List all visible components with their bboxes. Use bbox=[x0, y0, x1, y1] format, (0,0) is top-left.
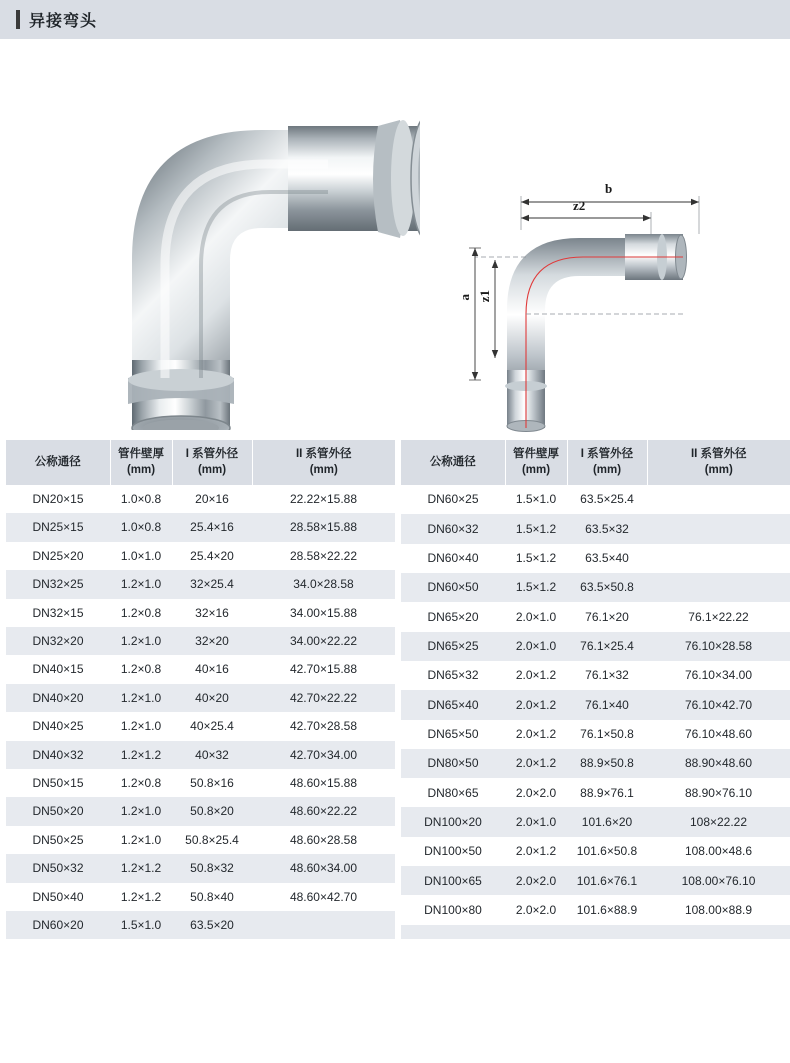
table-cell: 76.10×48.60 bbox=[647, 720, 790, 749]
table-cell: 76.1×20 bbox=[567, 602, 647, 631]
table-cell: 63.5×25.4 bbox=[567, 485, 647, 514]
table-cell: 25.4×16 bbox=[172, 513, 252, 541]
table-cell bbox=[647, 485, 790, 514]
table-row bbox=[6, 513, 395, 541]
table-cell: 28.58×15.88 bbox=[252, 513, 395, 541]
table-cell: 42.70×22.22 bbox=[252, 684, 395, 712]
table-cell: 88.9×50.8 bbox=[567, 749, 647, 778]
table-cell: DN32×15 bbox=[6, 599, 110, 627]
table-cell: 32×16 bbox=[172, 599, 252, 627]
table-row bbox=[401, 544, 790, 573]
column-header-wall-thickness: 管件壁厚 (mm) bbox=[505, 440, 567, 485]
table-cell: 34.00×22.22 bbox=[252, 627, 395, 655]
table-row bbox=[401, 778, 790, 807]
table-row bbox=[6, 797, 395, 825]
table-cell: 2.0×1.2 bbox=[505, 690, 567, 719]
table-row bbox=[401, 749, 790, 778]
page-title: 异接弯头 bbox=[29, 13, 98, 30]
stainless-steel-reducing-elbow-photo bbox=[70, 60, 420, 430]
table-cell: 63.5×50.8 bbox=[567, 573, 647, 602]
table-cell: 28.58×22.22 bbox=[252, 542, 395, 570]
table-cell: 76.1×50.8 bbox=[567, 720, 647, 749]
table-cell: 34.00×15.88 bbox=[252, 599, 395, 627]
table-cell: DN65×40 bbox=[401, 690, 505, 719]
table-cell: 2.0×1.0 bbox=[505, 602, 567, 631]
table-row bbox=[6, 542, 395, 570]
column-header-nominal-diameter: 公称通径 bbox=[6, 440, 110, 485]
table-row bbox=[401, 925, 790, 940]
page-header bbox=[0, 0, 790, 40]
table-cell: DN40×25 bbox=[6, 712, 110, 740]
column-header-series-2-od: II 系管外径 (mm) bbox=[647, 440, 790, 485]
table-cell: DN20×15 bbox=[6, 485, 110, 513]
table-row bbox=[6, 684, 395, 712]
table-row bbox=[6, 485, 395, 513]
table-cell: 1.2×1.0 bbox=[110, 627, 172, 655]
table-cell: 42.70×28.58 bbox=[252, 712, 395, 740]
table-cell: 50.8×25.4 bbox=[172, 826, 252, 854]
table-cell: 88.90×76.10 bbox=[647, 778, 790, 807]
table-cell: DN65×20 bbox=[401, 602, 505, 631]
table-cell: 108.00×48.6 bbox=[647, 837, 790, 866]
table-cell: 76.10×28.58 bbox=[647, 632, 790, 661]
table-cell: 1.2×1.2 bbox=[110, 854, 172, 882]
dimension-label-z1: z1 bbox=[477, 290, 492, 303]
table-cell: 101.6×88.9 bbox=[567, 895, 647, 924]
table-cell: 2.0×2.0 bbox=[505, 895, 567, 924]
table-cell: 76.1×25.4 bbox=[567, 632, 647, 661]
table-cell: 1.2×1.0 bbox=[110, 712, 172, 740]
table-cell: DN50×25 bbox=[6, 826, 110, 854]
table-cell: 1.5×1.0 bbox=[110, 911, 172, 939]
table-cell: 1.2×1.0 bbox=[110, 684, 172, 712]
table-cell: DN65×25 bbox=[401, 632, 505, 661]
table-cell: 1.0×0.8 bbox=[110, 485, 172, 513]
table-cell: 48.60×42.70 bbox=[252, 883, 395, 911]
table-cell: 101.6×20 bbox=[567, 807, 647, 836]
table-cell: 1.2×1.2 bbox=[110, 883, 172, 911]
table-row bbox=[401, 837, 790, 866]
table-cell: 76.1×32 bbox=[567, 661, 647, 690]
table-cell: 1.5×1.2 bbox=[505, 544, 567, 573]
table-cell: DN32×20 bbox=[6, 627, 110, 655]
table-cell: 40×20 bbox=[172, 684, 252, 712]
table-cell: 2.0×1.0 bbox=[505, 807, 567, 836]
table-cell: DN60×25 bbox=[401, 485, 505, 514]
table-header-row bbox=[6, 440, 395, 485]
dimension-label-z2: z2 bbox=[573, 198, 586, 213]
table-cell: DN32×25 bbox=[6, 570, 110, 598]
table-row bbox=[401, 485, 790, 514]
table-cell: DN65×32 bbox=[401, 661, 505, 690]
table-cell: DN100×50 bbox=[401, 837, 505, 866]
table-row bbox=[401, 895, 790, 924]
table-cell: 2.0×1.2 bbox=[505, 749, 567, 778]
table-cell: 1.0×1.0 bbox=[110, 542, 172, 570]
table-row bbox=[6, 570, 395, 598]
table-cell bbox=[647, 514, 790, 543]
table-cell: 34.0×28.58 bbox=[252, 570, 395, 598]
table-cell: DN60×20 bbox=[6, 911, 110, 939]
table-row bbox=[6, 769, 395, 797]
table-cell: 22.22×15.88 bbox=[252, 485, 395, 513]
table-row bbox=[401, 866, 790, 895]
table-cell: 50.8×40 bbox=[172, 883, 252, 911]
table-cell: 20×16 bbox=[172, 485, 252, 513]
table-header-row bbox=[401, 440, 790, 485]
table-cell: 63.5×40 bbox=[567, 544, 647, 573]
table-row bbox=[6, 883, 395, 911]
column-header-wall-thickness: 管件壁厚 (mm) bbox=[110, 440, 172, 485]
table-cell: 1.0×0.8 bbox=[110, 513, 172, 541]
table-cell: 76.1×40 bbox=[567, 690, 647, 719]
table-cell: 88.9×76.1 bbox=[567, 778, 647, 807]
table-cell: 101.6×76.1 bbox=[567, 866, 647, 895]
table-cell: 48.60×34.00 bbox=[252, 854, 395, 882]
table-cell bbox=[647, 544, 790, 573]
table-cell bbox=[505, 925, 567, 940]
table-cell: DN50×40 bbox=[6, 883, 110, 911]
table-row bbox=[6, 741, 395, 769]
table-row bbox=[6, 599, 395, 627]
table-row bbox=[401, 807, 790, 836]
specification-tables bbox=[0, 440, 790, 939]
table-cell: DN60×50 bbox=[401, 573, 505, 602]
table-cell: 63.5×20 bbox=[172, 911, 252, 939]
table-cell: 32×20 bbox=[172, 627, 252, 655]
table-cell: DN40×15 bbox=[6, 655, 110, 683]
reducing-elbow-dimension-diagram bbox=[455, 181, 755, 440]
table-cell: 2.0×1.2 bbox=[505, 661, 567, 690]
table-cell: DN65×50 bbox=[401, 720, 505, 749]
column-header-series-1-od: I 系管外径 (mm) bbox=[172, 440, 252, 485]
table-cell: 88.90×48.60 bbox=[647, 749, 790, 778]
table-row bbox=[401, 661, 790, 690]
table-row bbox=[401, 573, 790, 602]
table-row bbox=[6, 712, 395, 740]
table-cell: 76.10×34.00 bbox=[647, 661, 790, 690]
table-cell: 76.1×22.22 bbox=[647, 602, 790, 631]
table-cell: 50.8×32 bbox=[172, 854, 252, 882]
table-cell: 50.8×16 bbox=[172, 769, 252, 797]
table-cell: DN40×32 bbox=[6, 741, 110, 769]
header-accent-bar bbox=[16, 10, 20, 29]
table-cell: 1.2×1.0 bbox=[110, 570, 172, 598]
table-row bbox=[6, 826, 395, 854]
table-cell: 40×16 bbox=[172, 655, 252, 683]
table-cell: 2.0×2.0 bbox=[505, 778, 567, 807]
table-cell: 50.8×20 bbox=[172, 797, 252, 825]
table-cell: 1.2×1.2 bbox=[110, 741, 172, 769]
table-cell: 108.00×76.10 bbox=[647, 866, 790, 895]
column-header-nominal-diameter: 公称通径 bbox=[401, 440, 505, 485]
table-row bbox=[6, 911, 395, 939]
table-cell: 1.5×1.2 bbox=[505, 573, 567, 602]
table-cell: DN50×15 bbox=[6, 769, 110, 797]
table-row bbox=[401, 720, 790, 749]
table-cell: 1.5×1.2 bbox=[505, 514, 567, 543]
table-cell: 101.6×50.8 bbox=[567, 837, 647, 866]
table-cell bbox=[647, 925, 790, 940]
table-cell: 108×22.22 bbox=[647, 807, 790, 836]
table-row bbox=[6, 627, 395, 655]
table-cell: DN25×20 bbox=[6, 542, 110, 570]
table-cell: DN80×50 bbox=[401, 749, 505, 778]
table-cell bbox=[647, 573, 790, 602]
table-cell: 42.70×15.88 bbox=[252, 655, 395, 683]
table-cell: 76.10×42.70 bbox=[647, 690, 790, 719]
table-cell: 63.5×32 bbox=[567, 514, 647, 543]
table-row bbox=[401, 602, 790, 631]
table-cell: DN80×65 bbox=[401, 778, 505, 807]
column-header-series-2-od: II 系管外径 (mm) bbox=[252, 440, 395, 485]
table-cell: DN25×15 bbox=[6, 513, 110, 541]
table-row bbox=[401, 514, 790, 543]
table-cell: 42.70×34.00 bbox=[252, 741, 395, 769]
table-cell: 40×25.4 bbox=[172, 712, 252, 740]
table-cell: 2.0×2.0 bbox=[505, 866, 567, 895]
table-cell bbox=[401, 925, 505, 940]
table-cell: 2.0×1.2 bbox=[505, 720, 567, 749]
table-cell: 1.2×0.8 bbox=[110, 599, 172, 627]
table-cell: DN60×32 bbox=[401, 514, 505, 543]
table-cell: 1.2×0.8 bbox=[110, 769, 172, 797]
table-cell: 32×25.4 bbox=[172, 570, 252, 598]
table-cell: DN50×32 bbox=[6, 854, 110, 882]
column-header-series-1-od: I 系管外径 (mm) bbox=[567, 440, 647, 485]
table-cell bbox=[252, 911, 395, 939]
spec-table-left bbox=[6, 440, 395, 939]
product-figure-area bbox=[0, 40, 790, 440]
table-cell: 2.0×1.0 bbox=[505, 632, 567, 661]
table-cell: DN40×20 bbox=[6, 684, 110, 712]
table-cell: 48.60×28.58 bbox=[252, 826, 395, 854]
table-cell: DN100×65 bbox=[401, 866, 505, 895]
dimension-label-b: b bbox=[605, 181, 613, 196]
table-cell: 48.60×15.88 bbox=[252, 769, 395, 797]
table-row bbox=[401, 690, 790, 719]
table-cell: 40×32 bbox=[172, 741, 252, 769]
table-row bbox=[6, 655, 395, 683]
table-cell: 48.60×22.22 bbox=[252, 797, 395, 825]
table-cell: 108.00×88.9 bbox=[647, 895, 790, 924]
spec-table-right bbox=[401, 440, 790, 939]
table-cell: DN50×20 bbox=[6, 797, 110, 825]
table-row bbox=[401, 632, 790, 661]
table-cell: DN100×20 bbox=[401, 807, 505, 836]
table-cell: 1.2×1.0 bbox=[110, 797, 172, 825]
table-cell: 1.2×1.0 bbox=[110, 826, 172, 854]
table-cell: 25.4×20 bbox=[172, 542, 252, 570]
table-cell: 1.5×1.0 bbox=[505, 485, 567, 514]
table-cell: 1.2×0.8 bbox=[110, 655, 172, 683]
table-cell: DN60×40 bbox=[401, 544, 505, 573]
table-row bbox=[6, 854, 395, 882]
table-cell: DN100×80 bbox=[401, 895, 505, 924]
table-cell bbox=[567, 925, 647, 940]
table-cell: 2.0×1.2 bbox=[505, 837, 567, 866]
dimension-label-a: a bbox=[457, 294, 472, 301]
